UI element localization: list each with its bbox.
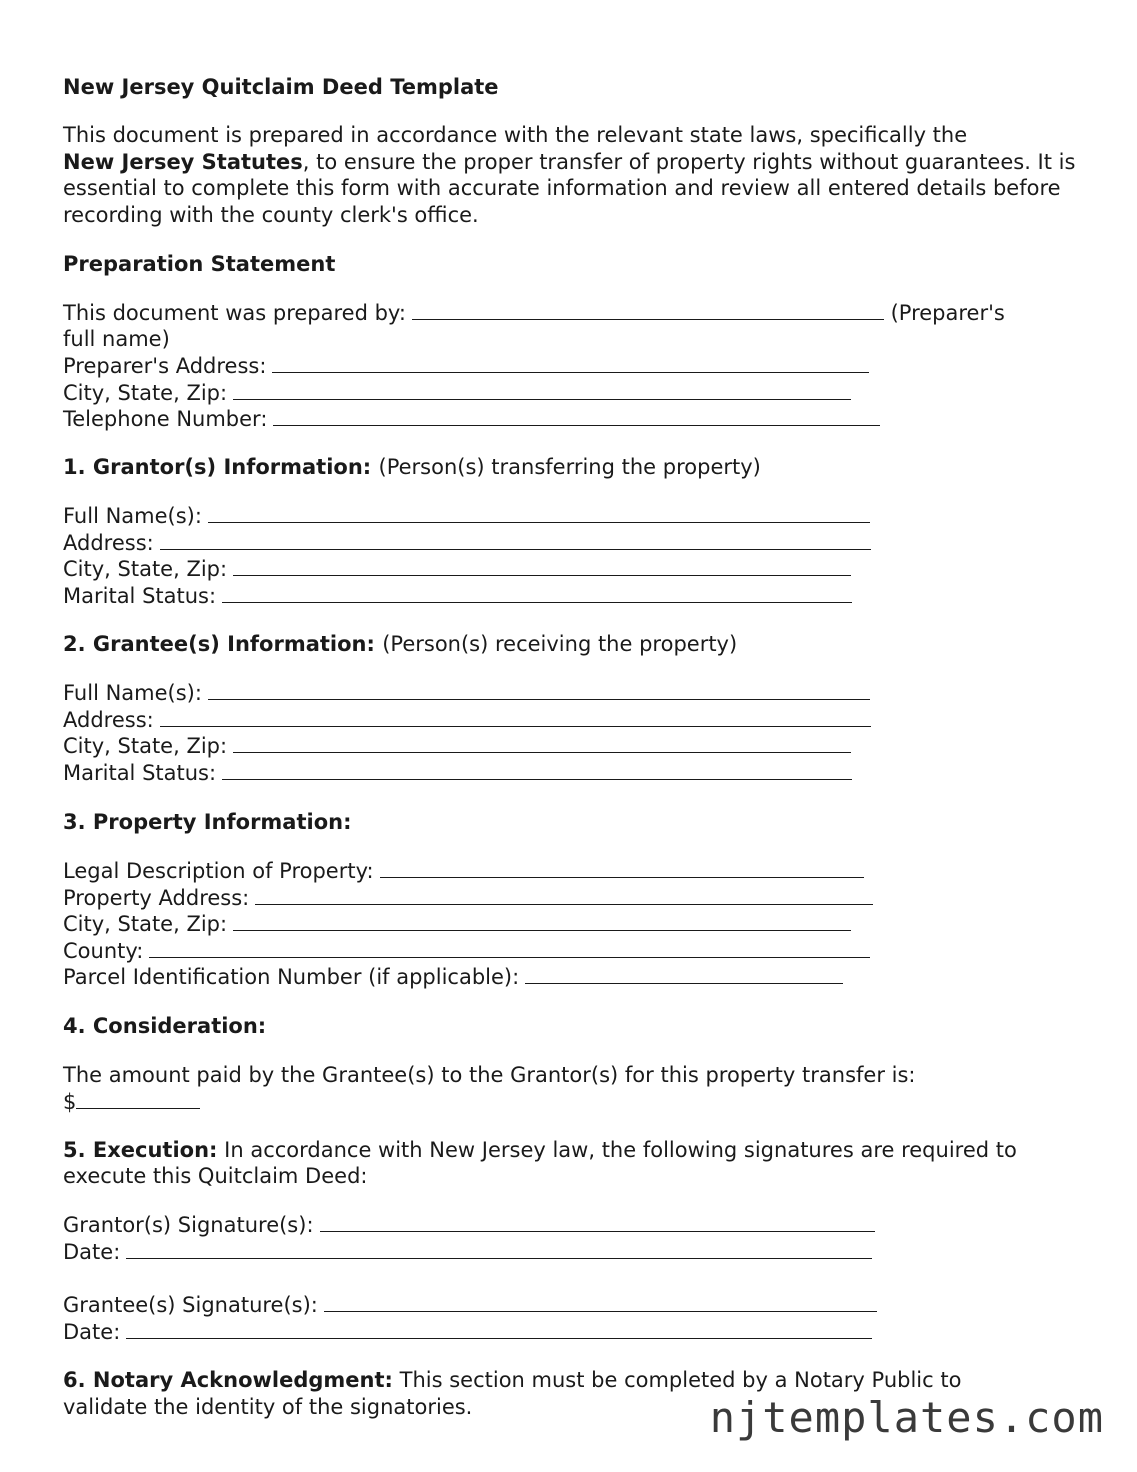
intro-text-1: This document is prepared in accordance with the relevant state laws, specifically the [63,123,968,147]
intro-text-2: , to ensure the proper transfer of property rights without guarantees. It is essential to complete this form with accurate information and review all entered details before recording with the county clerk's office. [63,149,1076,227]
grantor-city-field[interactable] [233,557,851,576]
property-address-line [63,885,873,912]
property-legal-line [63,858,864,885]
grantee-heading-note: (Person(s) receiving the property) [382,632,738,656]
preparer-address-field[interactable] [272,354,869,373]
grantee-address-line [63,707,871,734]
consideration-amount-line [63,1089,200,1116]
prepared-by-label: This document was prepared by: [63,301,406,325]
preparer-phone-line [63,406,880,433]
preparer-city-label: City, State, Zip: [63,381,228,405]
document-title: New Jersey Quitclaim Deed Template [63,75,499,99]
property-county-line [63,938,870,965]
grantee-signature-field[interactable] [324,1293,877,1312]
grantee-city-field[interactable] [233,734,851,753]
execution-heading: 5. Execution: [63,1138,218,1162]
grantee-name-label: Full Name(s): [63,681,202,705]
intro-bold-statutes: New Jersey Statutes [63,149,303,174]
grantee-address-field[interactable] [160,708,871,727]
preparer-phone-label: Telephone Number: [63,407,268,431]
prepared-by-note: (Preparer's [890,301,1005,325]
property-county-field[interactable] [149,939,870,958]
property-city-label: City, State, Zip: [63,912,228,936]
grantee-date-field[interactable] [126,1320,872,1339]
grantor-address-field[interactable] [160,531,871,550]
grantor-name-label: Full Name(s): [63,504,202,528]
grantor-date-label: Date: [63,1240,121,1264]
property-city-line [63,911,851,938]
grantor-heading-label: 1. Grantor(s) Information: [63,455,372,479]
grantor-name-line [63,503,870,530]
prepared-by-note2: full name) [63,327,170,351]
grantee-marital-field[interactable] [222,761,852,780]
grantee-date-label: Date: [63,1320,121,1344]
preparer-city-line [63,380,851,407]
grantor-heading [63,455,761,479]
preparer-phone-field[interactable] [273,407,880,426]
property-legal-label: Legal Description of Property: [63,859,374,883]
prepared-by-line [63,300,1005,327]
property-heading: 3. Property Information: [63,810,352,834]
execution-line-1 [63,1137,1017,1164]
grantee-name-line [63,680,870,707]
notary-text-1: This section must be completed by a Notary Public to [399,1368,962,1392]
grantee-heading [63,632,737,656]
grantor-marital-field[interactable] [222,584,852,603]
consideration-heading: 4. Consideration: [63,1014,267,1038]
prep-heading: Preparation Statement [63,252,336,276]
dollar-sign: $ [63,1090,77,1114]
intro-paragraph [63,122,1083,228]
execution-text-2: execute this Quitclaim Deed: [63,1164,368,1188]
property-city-field[interactable] [233,912,851,931]
property-parcel-label: Parcel Identification Number (if applicable): [63,965,520,989]
property-parcel-field[interactable] [525,965,843,984]
grantor-signature-label: Grantor(s) Signature(s): [63,1213,314,1237]
notary-text-2: validate the identity of the signatories. [63,1395,473,1419]
grantee-marital-label: Marital Status: [63,761,217,785]
grantor-date-line [63,1239,872,1266]
grantor-address-line [63,530,871,557]
grantor-name-field[interactable] [208,504,870,523]
grantee-marital-line [63,760,852,787]
property-legal-field[interactable] [380,859,864,878]
grantee-address-label: Address: [63,708,154,732]
notary-line-1 [63,1367,961,1394]
grantee-city-label: City, State, Zip: [63,734,228,758]
property-address-field[interactable] [255,886,873,905]
grantor-address-label: Address: [63,531,154,555]
execution-text-1: In accordance with New Jersey law, the following signatures are required to [224,1138,1017,1162]
preparer-address-line [63,353,869,380]
grantee-city-line [63,733,851,760]
consideration-amount-field[interactable] [76,1090,200,1109]
grantee-heading-label: 2. Grantee(s) Information: [63,632,375,656]
preparer-address-label: Preparer's Address: [63,354,267,378]
property-parcel-line [63,964,843,991]
grantor-city-line [63,556,851,583]
property-county-label: County: [63,939,144,963]
grantor-heading-note: (Person(s) transferring the property) [378,455,761,479]
prepared-by-field[interactable] [412,301,884,320]
grantor-marital-label: Marital Status: [63,584,217,608]
grantor-signature-line [63,1212,875,1239]
notary-heading: 6. Notary Acknowledgment: [63,1368,393,1392]
grantor-signature-field[interactable] [320,1213,875,1232]
grantee-signature-line [63,1292,877,1319]
grantor-date-field[interactable] [126,1240,872,1259]
watermark: njtemplates.com [709,1393,1104,1442]
grantee-signature-label: Grantee(s) Signature(s): [63,1293,318,1317]
consideration-text: The amount paid by the Grantee(s) to the Grantor(s) for this property transfer is: [63,1063,916,1087]
grantor-city-label: City, State, Zip: [63,557,228,581]
grantor-marital-line [63,583,852,610]
grantee-date-line [63,1319,872,1346]
preparer-city-field[interactable] [233,381,851,400]
grantee-name-field[interactable] [208,681,870,700]
property-address-label: Property Address: [63,886,250,910]
